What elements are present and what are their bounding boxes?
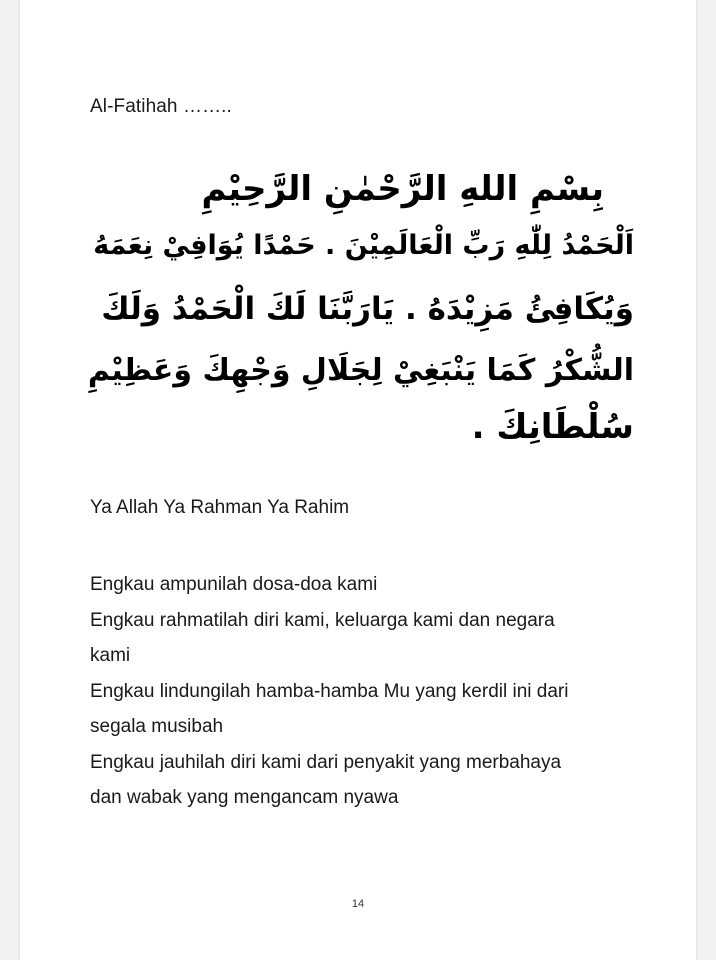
section-heading: Al-Fatihah ……..: [90, 96, 232, 117]
arabic-line-basmalah: بِسْمِ اللهِ الرَّحْمٰنِ الرَّحِيْمِ: [201, 169, 604, 209]
invocation-line: Ya Allah Ya Rahman Ya Rahim: [90, 497, 350, 518]
arabic-line: سُلْطَانِكَ .: [471, 407, 634, 447]
document-page: [20, 0, 696, 960]
arabic-doa-text: [86, 160, 634, 450]
prayer-paragraph: [90, 567, 650, 816]
arabic-line: الشُّكْرُ كَمَا يَنْبَغِيْ لِجَلَالِ وَجْهِكَ وَعَظِيْمِ: [87, 353, 634, 388]
prayer-line: Engkau lindungilah hamba-hamba Mu yang kerdil ini dari: [90, 680, 569, 702]
prayer-line: kami: [90, 645, 131, 666]
prayer-line: Engkau jauhilah diri kami dari penyakit yang merbahaya: [90, 751, 562, 773]
arabic-line: وَيُكَافِئُ مَزِيْدَهُ . يَارَبَّنَا لَكَ الْحَمْدُ وَلَكَ: [101, 291, 634, 327]
arabic-line: اَلْحَمْدُ لِلّٰهِ رَبِّ الْعَالَمِيْنَ . حَمْدًا يُوَافِيْ نِعَمَهُ: [93, 230, 634, 261]
page-number: 14: [351, 898, 365, 910]
prayer-line: dan wabak yang mengancam nyawa: [90, 787, 399, 808]
prayer-line: Engkau ampunilah dosa-doa kami: [90, 574, 378, 595]
prayer-line: segala musibah: [90, 716, 224, 737]
prayer-line: Engkau rahmatilah diri kami, keluarga kami dan negara: [90, 609, 555, 631]
